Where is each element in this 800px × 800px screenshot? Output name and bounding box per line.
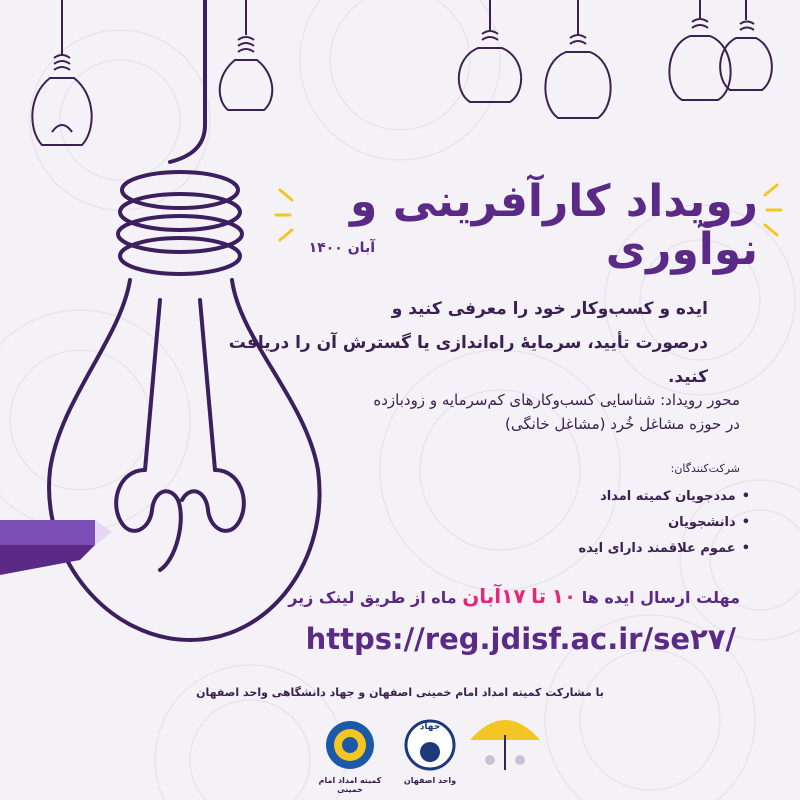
deadline-to: ۱۷	[501, 584, 526, 608]
intro-line-1: ایده و کسب‌و‌کار خود را معرفی کنید و	[391, 299, 708, 319]
partners-text: با مشارکت کمیته امداد امام خمینی اصفهان و جهاد دانشگاهی واحد اصفهان	[196, 686, 604, 699]
hanging-bulb-icon	[459, 0, 521, 102]
emdad-logo	[326, 721, 374, 769]
jahad-logo-text: جهاد	[419, 722, 441, 732]
jahad-logo-caption: واحد اصفهان	[403, 776, 457, 785]
audience-item: • عموم علاقمند دارای ایده	[579, 536, 750, 562]
umbrella-logo	[470, 720, 540, 770]
deadline-suffix: ماه از طریق لینک زیر	[288, 588, 457, 607]
hanging-bulb-icon	[220, 0, 273, 110]
event-date: آبان ۱۴۰۰	[308, 240, 375, 256]
event-title: رویداد کارآفرینی و نوآوری	[350, 176, 758, 276]
audience-item: • مددجویان کمیته امداد	[579, 484, 750, 510]
intro-line-2: درصورت تأیید، سرمایهٔ راه‌اندازی یا گسترش آن را دریافت کنید.	[228, 333, 708, 387]
event-focus	[280, 388, 740, 436]
audience-item: • دانشجویان	[579, 510, 750, 536]
registration-link[interactable]: https://reg.jdisf.ac.ir/se۲۷/	[305, 622, 736, 656]
audience-list	[579, 484, 750, 562]
deadline-to-word: تا	[531, 584, 547, 608]
deadline-month: آبان	[462, 584, 502, 608]
hanging-bulb-icon	[669, 0, 730, 100]
intro-text	[228, 292, 708, 394]
deadline-prefix: مهلت ارسال ایده ها	[581, 588, 740, 607]
hanging-bulb-icon	[720, 0, 772, 90]
focus-line-2: در حوزه مشاغل خُرد (مشاغل خانگی)	[504, 415, 740, 433]
audience-heading: شرکت‌کنندگان:	[670, 462, 740, 475]
deadline-text	[220, 584, 740, 608]
emdad-logo-caption: کمیته امداد امام خمینی	[318, 776, 382, 794]
deadline-from: ۱۰	[551, 584, 577, 608]
hanging-bulb-icon	[545, 0, 610, 118]
pen-icon	[0, 520, 112, 575]
focus-line-1: محور رویداد: شناسایی کسب‌و‌کارهای کم‌سرمایه و زودبازده	[373, 391, 740, 409]
